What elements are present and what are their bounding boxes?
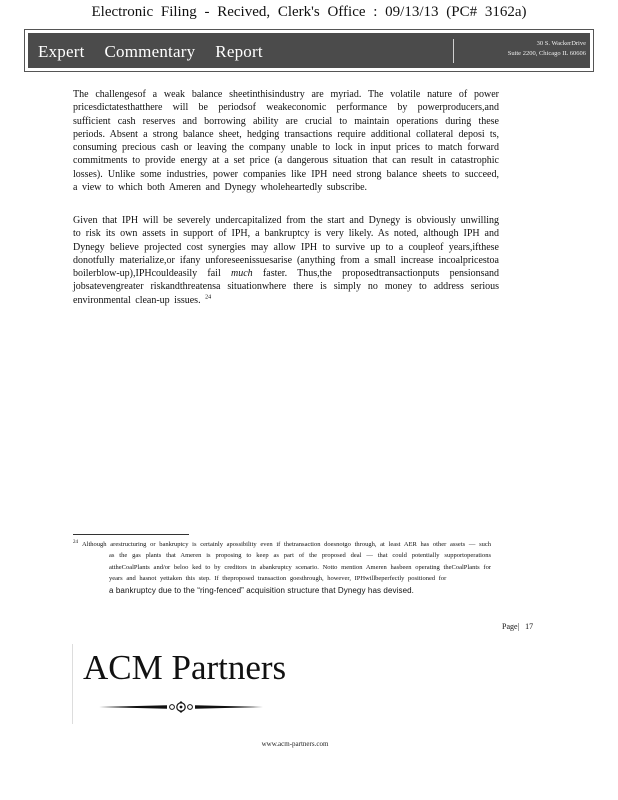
banner-word-expert: Expert bbox=[38, 42, 85, 61]
footnote-text: Although arestructuring or bankruptcy is certainly apossibility even if thetransaction doesnotgo through, at least AER has other assets — such as the gas plants that Ameren is proposing to keep as part of the proposed deal — that could potentially supportoperations attheCoalPlants and/or beloo ked to by creditors in abankruptcy scenario. Notto mention Ameren hasbeen operating theCoalPlants for years and hasnot yettaken this step. If theproposed transaction goesthrough, however, IPHwillbeperfectly positioned for bbox=[82, 541, 491, 583]
emphasis-much: much bbox=[230, 268, 253, 280]
paragraph-2-text-a: Given that IPH will be severely undercapitalized from the start and Dynegy is obviously unwilling to risk its own assets in support of IPH, a bankruptcy is very likely. As noted, although IPH and Dynegy believe projected cost synergies may allow IPH to survive up to a coupleof years,ifthese donotfully materialize,or ifany unforeseenissuesarise (anything from a small increase incoalpricestoa boilerblow-up),IPHcouldeasily fail bbox=[73, 215, 499, 280]
paragraph-2-text-b: faster. Thus,the proposedtransactionputs pensionsand jobsatevengreater riskandthreatensa situationwhere there is simply no money to address serious environmental clean-up issues. bbox=[73, 268, 500, 306]
footnote-24 bbox=[73, 539, 491, 597]
banner-address bbox=[453, 39, 586, 63]
page-value: 17 bbox=[525, 622, 534, 631]
footnote-last-line: a bankruptcy due to the “ring-fenced” acquisition structure that Dynegy has devised. bbox=[109, 585, 415, 595]
filing-stamp: Electronic Filing - Recived, Clerk's Office : 09/13/13 (PC# 3162a) bbox=[91, 4, 527, 20]
logo-company-name: ACM Partners bbox=[83, 648, 287, 687]
website-url[interactable]: www.acm-partners.com bbox=[261, 740, 329, 748]
address-line-street: 30 S. WackerDrive bbox=[536, 40, 586, 47]
acm-logo bbox=[72, 644, 303, 724]
footnote-number: 24 bbox=[73, 540, 78, 545]
banner-word-commentary: Commentary bbox=[104, 42, 196, 61]
banner-bar bbox=[28, 33, 590, 68]
footnote-divider bbox=[73, 534, 189, 535]
page-label: Page| bbox=[502, 622, 520, 631]
body-paragraph-2 bbox=[73, 214, 499, 307]
footnote-body bbox=[82, 539, 491, 597]
address-line-city: Suite 2200, Chicago IL 60606 bbox=[507, 50, 586, 57]
report-banner bbox=[24, 29, 594, 72]
banner-title bbox=[38, 42, 283, 62]
page-number bbox=[502, 622, 533, 631]
body-paragraph-1: The challengesof a weak balance sheetinthisindustry are myriad. The volatile nature of power pricesdictatesthatthere will be periodsof weakeconomic performance by powerproducers,and sufficient cash reserves and borrowing ability are crucial to maintain operations during these periods. Absent a strong balance sheet, hedging transactions require additional collateral deposi ts, consuming precious cash or leaving the company unable to lock in input prices to match forward commitments to provide energy at a set price (a dangerous situation that can result in catastrophic losses). Unlike some industries, power companies like IPH need strong balance sheets to succeed, a view to which both Ameren and Dynegy wholeheartedly subscribe. bbox=[73, 89, 499, 194]
ornament-divider-icon bbox=[97, 700, 265, 714]
footnote-reference[interactable]: 24 bbox=[205, 294, 212, 301]
banner-word-report: Report bbox=[215, 42, 263, 61]
